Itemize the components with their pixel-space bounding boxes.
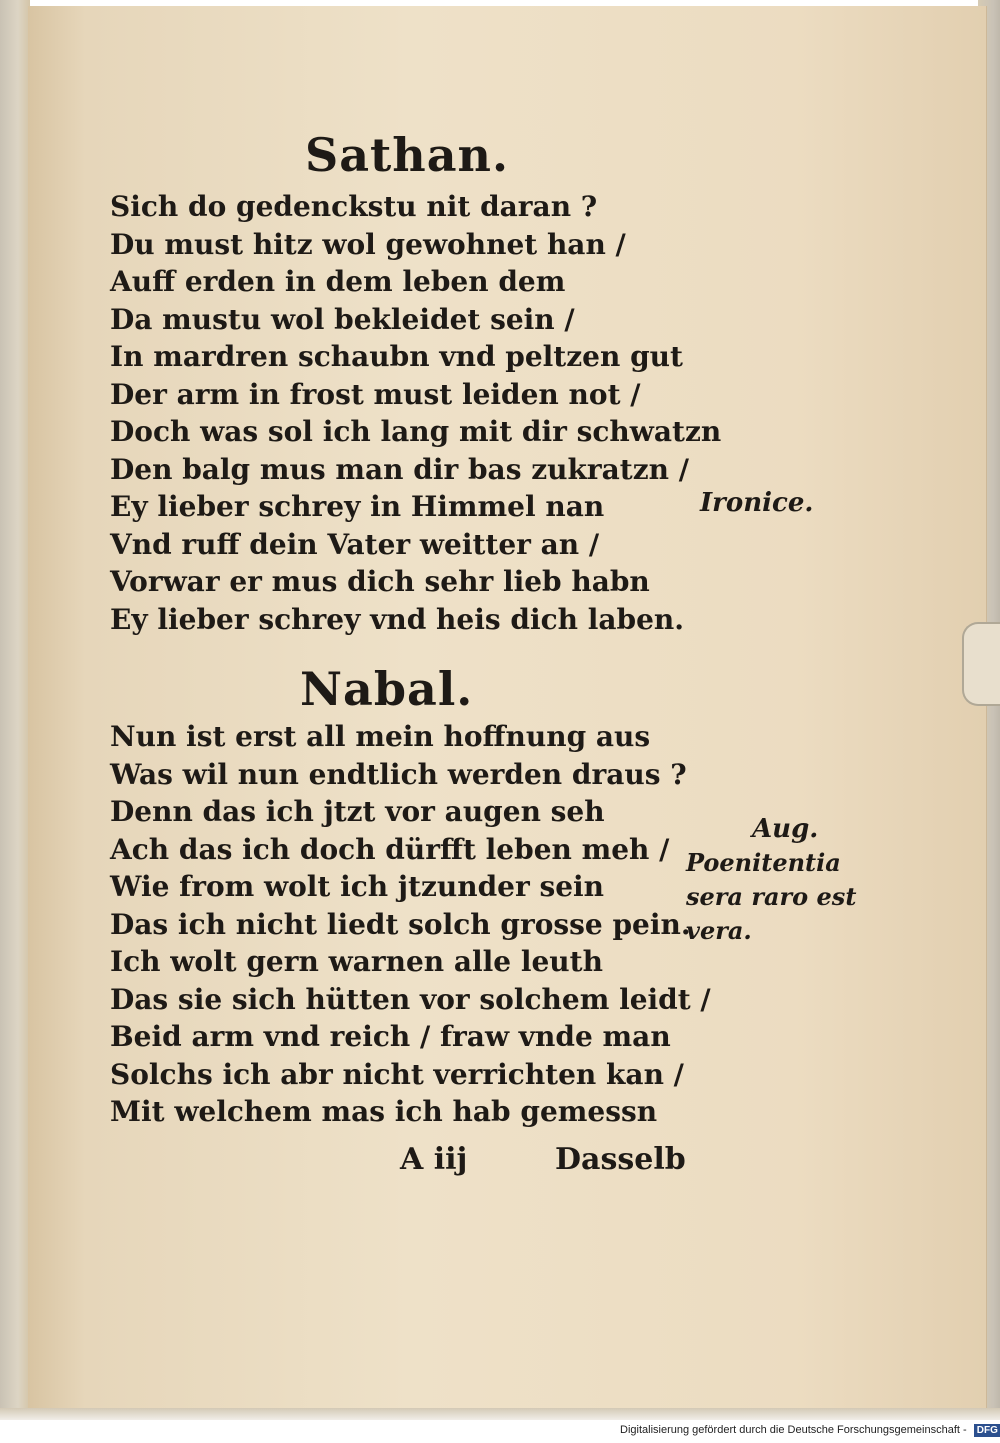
verse-line: Das ich nicht liedt solch grosse pein. bbox=[110, 907, 691, 941]
verse-line: Doch was sol ich lang mit dir schwatzn bbox=[110, 415, 722, 448]
verse-line: Ey lieber schrey vnd heis dich laben. bbox=[110, 602, 685, 636]
verse-line: Mit welchem mas ich hab gemessn bbox=[110, 1095, 658, 1128]
marginal-note-line: Aug. bbox=[752, 814, 819, 844]
credit-text: Digitalisierung gefördert durch die Deutsche Forschungsgemeinschaft - bbox=[620, 1424, 967, 1436]
marginal-note-line: sera raro est bbox=[686, 882, 857, 911]
verse-line: Solchs ich abr nicht verrichten kan / bbox=[110, 1057, 684, 1091]
verse-line: Den balg mus man dir bas zukratzn / bbox=[110, 452, 689, 486]
verse-line: Das sie sich hütten vor solchem leidt / bbox=[110, 982, 711, 1016]
verse-line: Du must hitz wol gewohnet han / bbox=[110, 227, 626, 261]
verse-line: Was wil nun endtlich werden draus ? bbox=[110, 757, 687, 791]
dfg-logo-icon: DFG bbox=[974, 1424, 1000, 1437]
binding-edge bbox=[0, 0, 30, 1418]
catchword: Dasselb bbox=[555, 1142, 686, 1177]
verse-line: Auff erden in dem leben dem bbox=[110, 265, 566, 298]
signature-mark: A iij bbox=[400, 1142, 468, 1177]
verse-line: Beid arm vnd reich / fraw vnde man bbox=[110, 1020, 671, 1053]
verse-line: Da mustu wol bekleidet sein / bbox=[110, 302, 575, 336]
speaker-heading-nabal: Nabal. bbox=[300, 662, 474, 716]
bottom-shadow bbox=[0, 1408, 1000, 1420]
marginal-note-line: Poenitentia bbox=[686, 848, 841, 877]
speaker-heading-sathan: Sathan. bbox=[305, 128, 509, 182]
verse-line: Vorwar er mus dich sehr lieb habn bbox=[110, 565, 650, 598]
verse-line: Denn das ich jtzt vor augen seh bbox=[110, 795, 605, 828]
verse-block-sathan bbox=[110, 188, 721, 638]
verse-line: Der arm in frost must leiden not / bbox=[110, 377, 641, 411]
verse-line: Ich wolt gern warnen alle leuth bbox=[110, 945, 603, 978]
marginal-note-ironice: Ironice. bbox=[700, 488, 814, 518]
verse-line: Nun ist erst all mein hoffnung aus bbox=[110, 720, 651, 753]
verse-line: Ey lieber schrey in Himmel nan bbox=[110, 490, 605, 523]
page-clip bbox=[962, 622, 1000, 706]
verse-line: In mardren schaubn vnd peltzen gut bbox=[110, 340, 683, 373]
verse-line: Ach das ich doch dürfft leben meh / bbox=[110, 832, 670, 866]
verse-block-nabal bbox=[110, 718, 711, 1131]
digitization-credit bbox=[620, 1424, 1000, 1437]
verse-line: Wie from wolt ich jtzunder sein bbox=[110, 870, 605, 903]
verse-line: Vnd ruff dein Vater weitter an / bbox=[110, 527, 600, 561]
verse-line: Sich do gedenckstu nit daran ? bbox=[110, 190, 598, 223]
marginal-note-line: vera. bbox=[686, 916, 752, 945]
